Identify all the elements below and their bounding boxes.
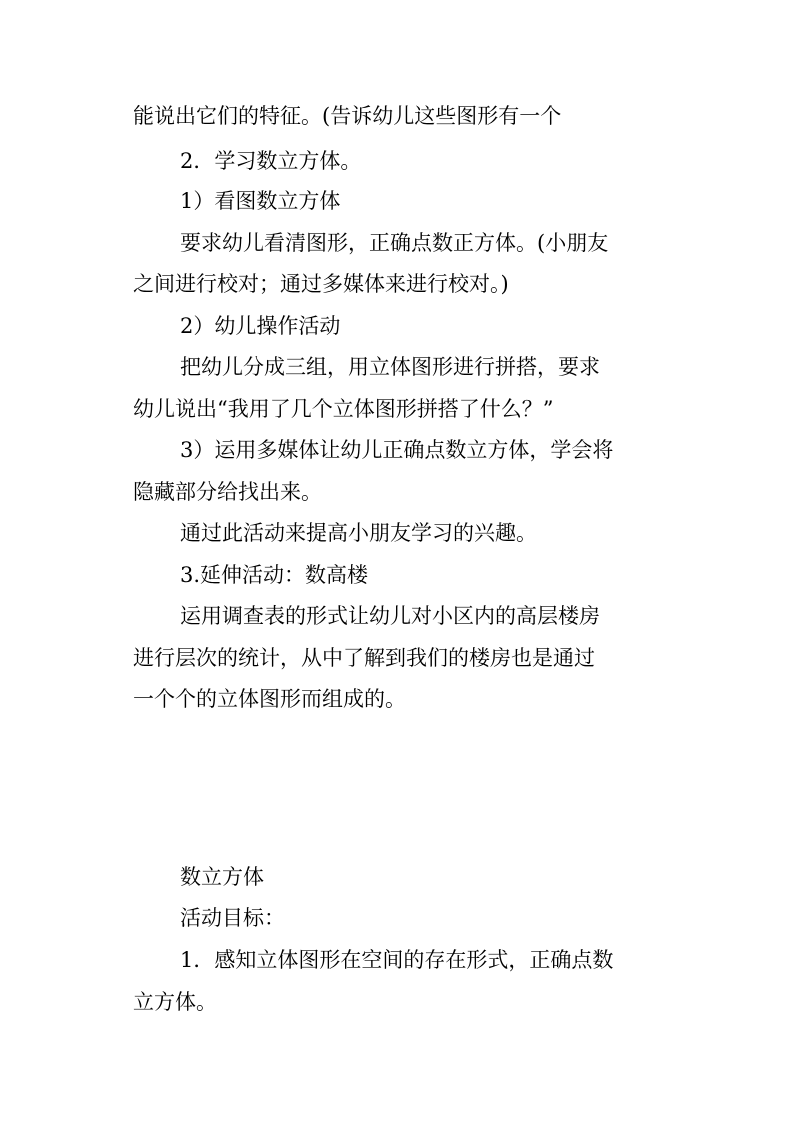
paragraph-line: 把幼儿分成三组，用立体图形进行拼搭，要求 xyxy=(180,355,600,379)
paragraph-line: 隐藏部分给找出来。 xyxy=(133,480,322,504)
paragraph-line: 立方体。 xyxy=(133,990,217,1014)
paragraph-line: 1．感知立体图形在空间的存在形式，正确点数 xyxy=(180,948,614,972)
paragraph-line: 3）运用多媒体让幼儿正确点数立方体，学会将 xyxy=(180,438,614,462)
paragraph-line: 通过此活动来提高小朋友学习的兴趣。 xyxy=(180,521,537,545)
paragraph-line: 能说出它们的特征。(告诉幼儿这些图形有一个 xyxy=(133,104,562,128)
paragraph-line: 一个个的立体图形而组成的。 xyxy=(133,687,406,711)
subsection-heading: 1）看图数立方体 xyxy=(180,189,341,213)
subsection-heading: 2）幼儿操作活动 xyxy=(180,314,341,338)
section-heading: 3.延伸活动：数高楼 xyxy=(180,563,369,587)
paragraph-line: 之间进行校对；通过多媒体来进行校对。) xyxy=(133,272,509,296)
section-heading: 活动目标： xyxy=(180,906,285,930)
section-heading: 2．学习数立方体。 xyxy=(180,149,362,173)
paragraph-line: 进行层次的统计，从中了解到我们的楼房也是通过 xyxy=(133,646,595,670)
paragraph-line: 运用调查表的形式让幼儿对小区内的高层楼房 xyxy=(180,604,600,628)
paragraph-line: 要求幼儿看清图形，正确点数正方体。(小朋友 xyxy=(180,231,609,255)
paragraph-line: 幼儿说出“我用了几个立体图形拼搭了什么？” xyxy=(133,397,554,421)
document-title: 数立方体 xyxy=(180,865,264,889)
